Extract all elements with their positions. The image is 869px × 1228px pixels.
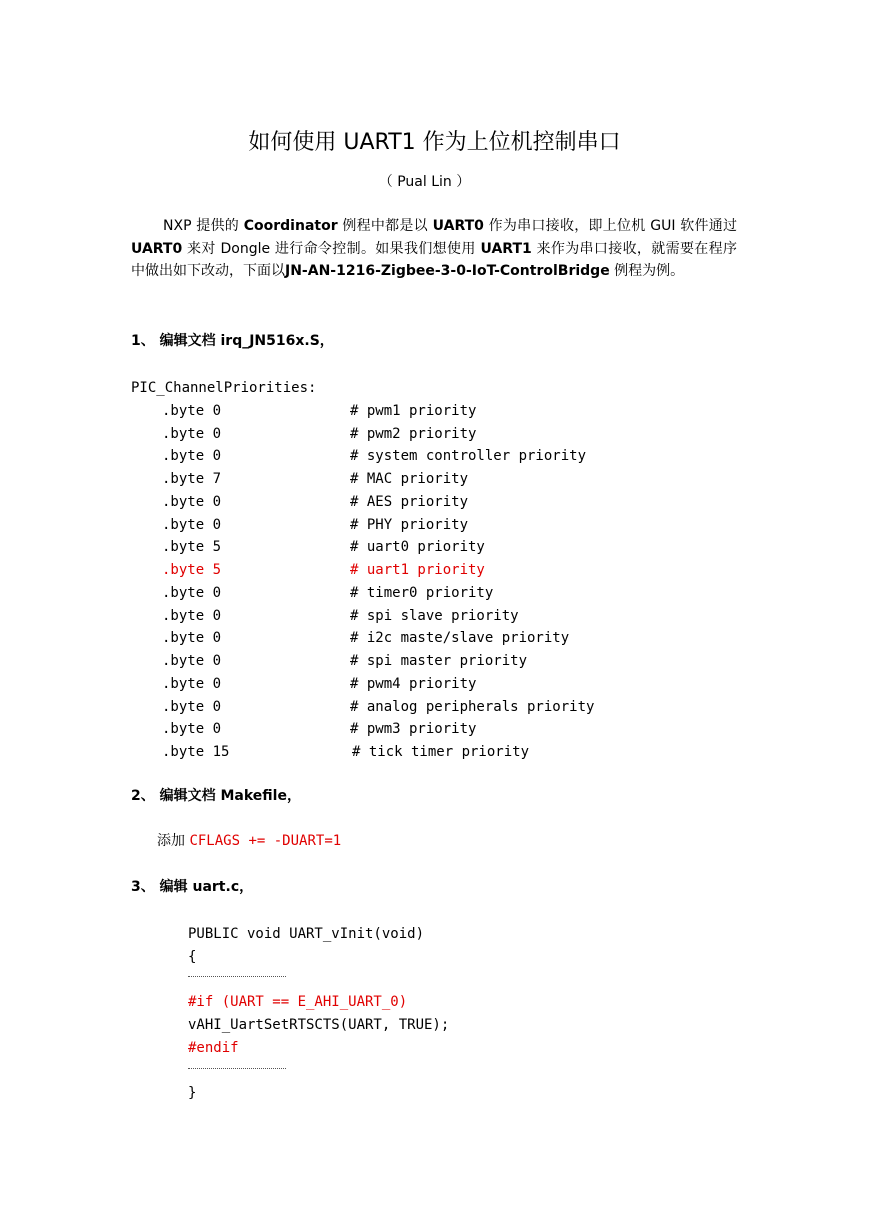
code-line: .byte 0 # pwm2 priority (162, 426, 477, 442)
code-line: .byte 0 # timer0 priority (162, 585, 494, 601)
section1-heading: 1、 编辑文档 irq_JN516x.S， (131, 333, 334, 349)
author-line: （ Pual Lin ） (378, 174, 471, 190)
code-line: .byte 0 # spi slave priority (162, 608, 519, 624)
code-line: .byte 5 # uart0 priority (162, 539, 485, 555)
function-signature: PUBLIC void UART_vInit(void) (188, 926, 425, 942)
code-line: .byte 0 # pwm3 priority (162, 721, 477, 737)
code-line: .byte 15 # tick timer priority (162, 744, 530, 760)
document-title: 如何使用 UART1 作为上位机控制串口 (248, 130, 621, 155)
endif-directive: #endif (188, 1040, 239, 1056)
makefile-flag-code: CFLAGS += -DUART=1 (189, 833, 342, 849)
close-brace: } (188, 1085, 197, 1101)
intro-paragraph: NXP 提供的 Coordinator 例程中都是以 UART0 作为串口接收，即上位机 GUI 软件通过 UART0 来对 Dongle 进行命令控制。如果我们想使用 UART1 来作为串口接收，就需要在程序中做出如下改动，下面以JN-AN-1216-Zigbee-3-0-IoT-ControlBridge 例程为例。 (131, 218, 738, 279)
code-line: .byte 0 # PHY priority (162, 517, 469, 533)
code-line: .byte 7 # MAC priority (162, 471, 469, 487)
section3-heading: 3、 编辑 uart.c， (131, 879, 254, 895)
code-line: .byte 0 # i2c maste/slave priority (162, 630, 570, 646)
code-line: .byte 0 # pwm1 priority (162, 403, 477, 419)
code-label: PIC_ChannelPriorities: (131, 380, 317, 396)
section2-heading: 2、 编辑文档 Makefile， (131, 788, 301, 804)
code-line: .byte 0 # pwm4 priority (162, 676, 477, 692)
function-call: vAHI_UartSetRTSCTS(UART, TRUE); (188, 1017, 450, 1033)
code-line-highlighted: .byte 5 # uart1 priority (162, 562, 485, 578)
ellipsis-dots (188, 1068, 286, 1069)
code-line: .byte 0 # analog peripherals priority (162, 699, 595, 715)
makefile-instruction: 添加 CFLAGS += -DUART=1 (157, 833, 342, 849)
code-line: .byte 0 # system controller priority (162, 448, 587, 464)
open-brace: { (188, 949, 197, 965)
code-line: .byte 0 # AES priority (162, 494, 469, 510)
code-line: .byte 0 # spi master priority (162, 653, 528, 669)
ellipsis-dots (188, 976, 286, 977)
if-directive: #if (UART == E_AHI_UART_0) (188, 994, 408, 1010)
